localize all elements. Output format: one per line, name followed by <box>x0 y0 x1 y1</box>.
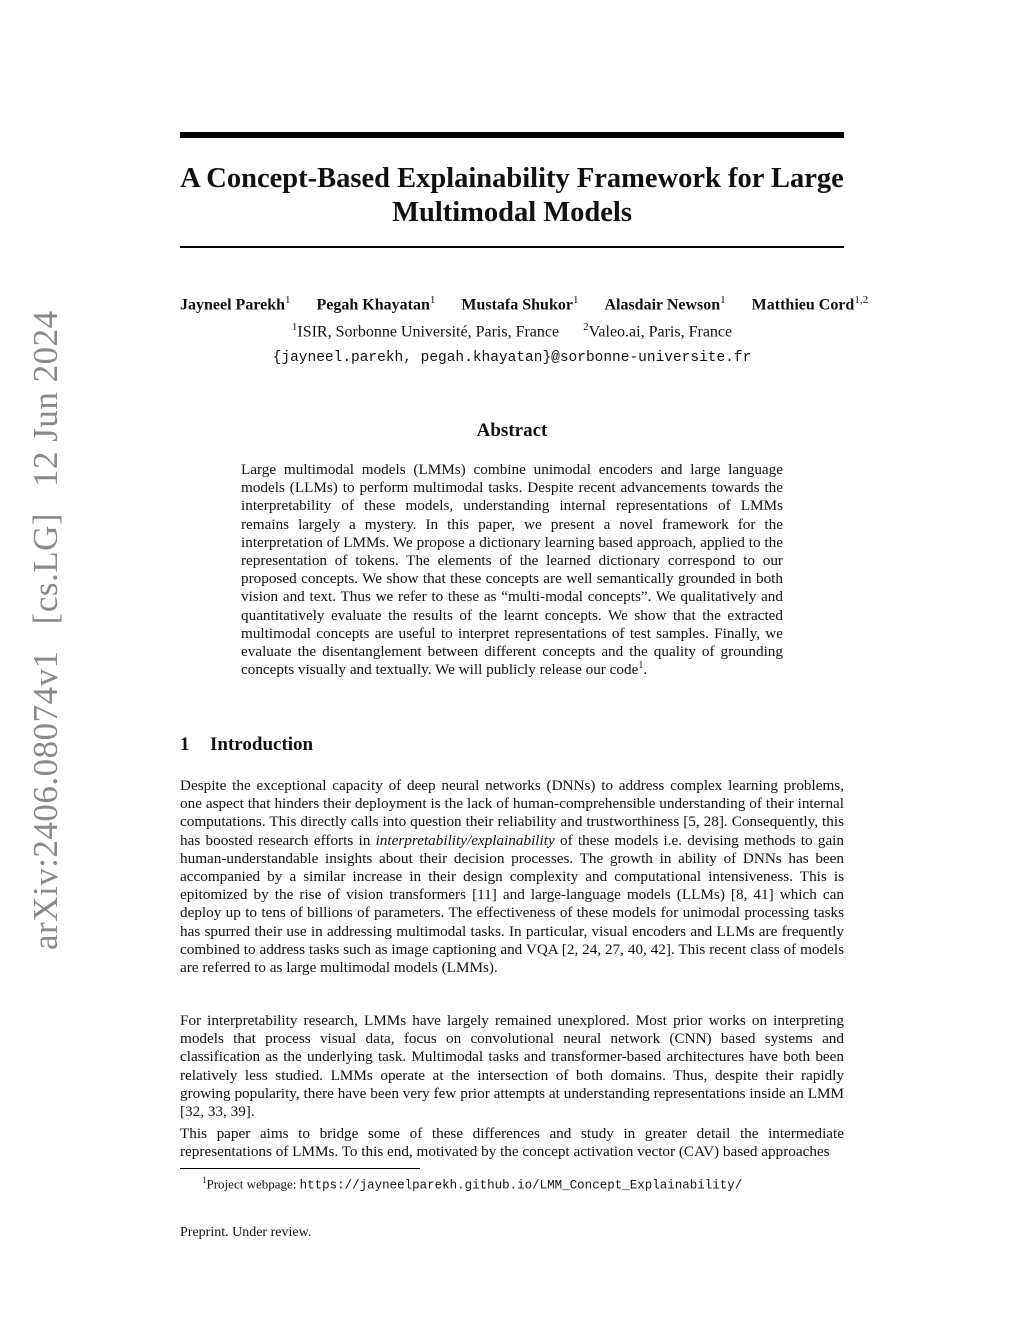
intro-paragraph-2: For interpretability research, LMMs have largely remained unexplored. Most prior works on interpreting models that process visual data, focus on convolutional neural network (CNN) based systems and classification as the underlying task. Multimodal tasks and transformer-based architectures have both been relatively less studied. LMMs operate at the intersection of both domains. Thus, despite their rapidly growing popularity, there have been very few prior attempts at understanding representations inside an LMM [32, 33, 39]. <box>180 1012 844 1121</box>
section-heading-introduction: 1 Introduction <box>180 734 314 755</box>
affiliations: $^1$ISIR, Sorbonne Université, Paris, France $^2$Valeo.ai, Paris, France <box>291 321 733 341</box>
arxiv-date: 12 Jun 2024 <box>26 310 65 487</box>
author-email[interactable]: {jayneel.parekh, pegah.khayatan}@sorbonne-universite.fr <box>272 350 752 366</box>
author: Mustafa Shukor$^1$ <box>461 294 579 314</box>
footnote-ref[interactable]: 1 <box>638 660 644 672</box>
intro-paragraph-1: Despite the exceptional capacity of deep neural networks (DNNs) to address complex learning problems, one aspect that hinders their deployment is the lack of human-comprehensible understanding of their internal computations. This directly calls into question their reliability and trustworthiness [5, 28]. Consequently, this has boosted research efforts in interpretability/explainability of these models i.e. devising methods to gain human-understandable insights about their decision processes. The growth in ability of DNNs has been accompanied by a similar increase in their design complexity and computational intensiveness. This is epitomized by the rise of vision transformers [11] and large-language models (LLMs) [8, 41] which can deploy up to tens of billions of parameters. The effectiveness of these models for unimodal processing tasks has spurred their use in addressing multimodal tasks. In particular, visual encoders and LLMs are frequently combined to address tasks such as image captioning and VQA [2, 24, 27, 40, 42]. This recent class of models are referred to as large multimodal models (LMMs). <box>180 777 844 977</box>
affiliation-2: Valeo.ai, Paris, France <box>588 323 733 341</box>
project-webpage-link[interactable]: https://jayneelparekh.github.io/LMM_Concept_Explainability/ <box>299 1178 743 1193</box>
preprint-notice: Preprint. Under review. <box>180 1225 312 1240</box>
paper-title: A Concept-Based Explainability Framework for Large Multimodal Models <box>180 163 844 228</box>
author: Alasdair Newson$^1$ <box>604 294 726 314</box>
affiliation-1: ISIR, Sorbonne Université, Paris, France <box>297 323 560 341</box>
author: Jayneel Parekh$^1$ <box>180 294 291 314</box>
abstract-text: Large multimodal models (LMMs) combine unimodal encoders and large language models (LLMs) to perform multimodal tasks. Despite recent advancements towards the interpretability of these models, understanding internal representations of LMMs remains largely a mystery. In this paper, we present a novel framework for the interpretation of LMMs. We propose a dictionary learning based approach, applied to the representation of tokens. The elements of the learned dictionary correspond to our proposed concepts. We show that these concepts are well semantically grounded in both vision and text. Thus we refer to these as “multi-modal concepts”. We qualitatively and quantitatively evaluate the results of the learnt concepts. We show that the extracted multimodal concepts are useful to interpret representations of test samples. Finally, we evaluate the disentanglement between different concepts and the quality of grounding concepts visually and textually. We will publicly release our code$^1$. <box>241 461 783 679</box>
author-list <box>180 294 900 314</box>
author: Pegah Khayatan$^1$ <box>316 294 436 314</box>
title-bottom-rule <box>180 246 844 248</box>
footnote-rule <box>180 1168 420 1169</box>
abstract-heading: Abstract <box>476 420 548 441</box>
arxiv-sidebar-stamp <box>22 310 70 950</box>
intro-paragraph-3: This paper aims to bridge some of these differences and study in greater detail the intermediate representations of LMMs. To this end, motivated by the concept activation vector (CAV) based approaches <box>180 1125 844 1161</box>
arxiv-id[interactable]: arXiv:2406.08074v1 <box>26 650 65 950</box>
arxiv-category: [cs.LG] <box>26 512 65 625</box>
footnote: $^1$Project webpage: https://jayneelparekh.github.io/LMM_Concept_Explainability/ <box>202 1175 743 1193</box>
title-top-rule <box>180 132 844 138</box>
author: Matthieu Cord$^{1,2}$ <box>751 294 869 314</box>
